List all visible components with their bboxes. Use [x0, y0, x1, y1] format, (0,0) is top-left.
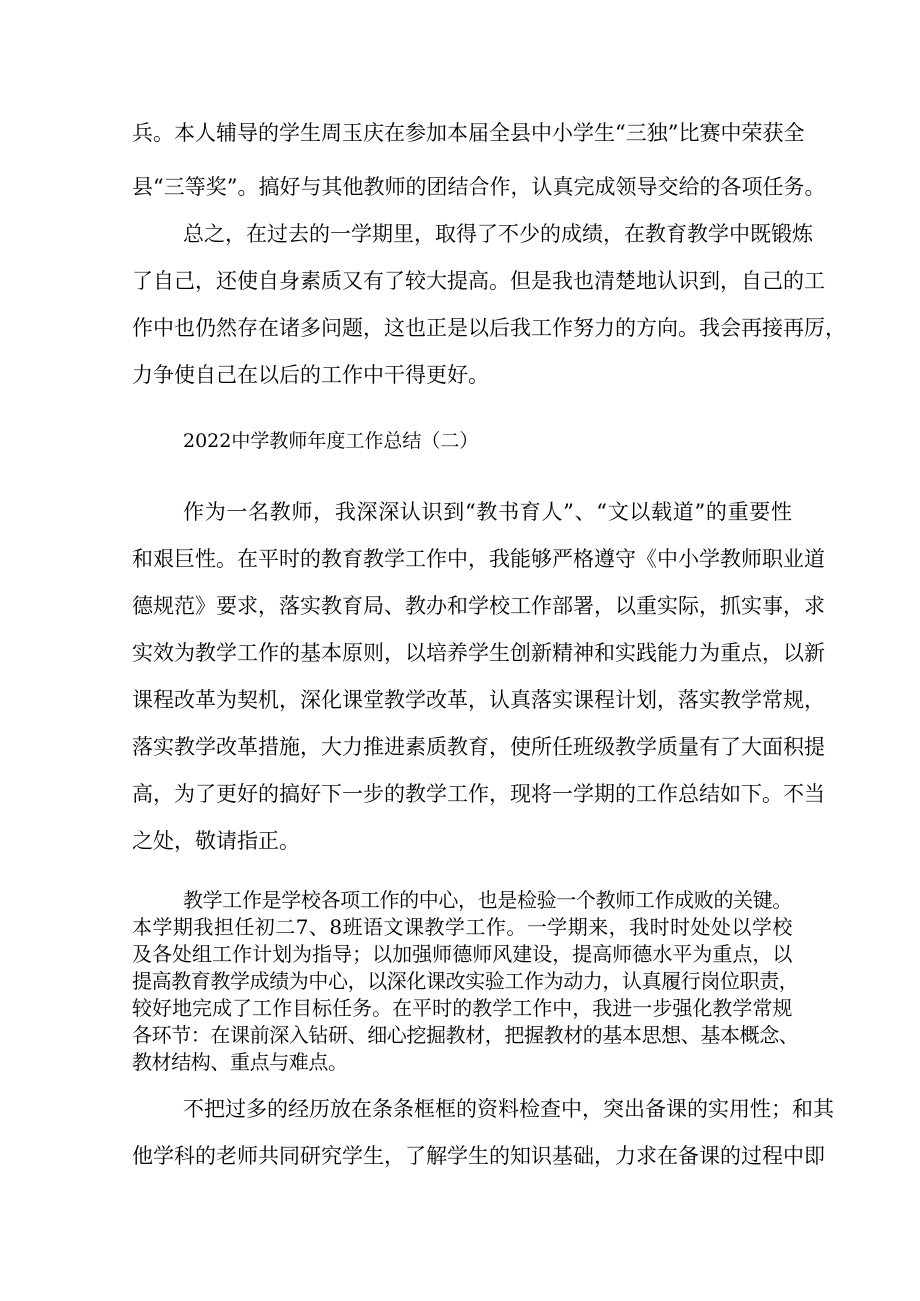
text-line: 教材结构、重点与难点。: [132, 1050, 348, 1074]
text-line: 县“三等奖”。搞好与其他教师的团结合作，认真完成领导交给的各项任务。: [132, 175, 826, 199]
text-line: 各环节：在课前深入钻研、细心挖掘教材，把握教材的基本思想、基本概念、: [132, 1023, 799, 1047]
text-line: 和艰巨性。在平时的教育教学工作中，我能够严格遵守《中小学教师职业道: [132, 547, 825, 571]
text-line: 课程改革为契机，深化课堂教学改革，认真落实课程计划，落实教学常规，: [132, 688, 825, 712]
text-line: 不把过多的经历放在条条框框的资料检查中，突出备课的实用性；和其: [183, 1097, 834, 1121]
text-line: 落实教学改革措施，大力推进素质教育，使所任班级教学质量有了大面积提: [132, 735, 825, 759]
text-line: 他学科的老师共同研究学生，了解学生的知识基础，力求在备课的过程中即: [132, 1144, 825, 1168]
text-line: 提高教育教学成绩为中心，以深化课改实验工作为动力，认真履行岗位职责，: [132, 969, 799, 993]
text-line: 德规范》要求，落实教育局、教办和学校工作部署，以重实际，抓实事，求: [132, 594, 825, 618]
text-line: 力争使自己在以后的工作中干得更好。: [132, 363, 489, 387]
text-line: 之处，敬请指正。: [132, 829, 300, 853]
text-line: 实效为教学工作的基本原则，以培养学生创新精神和实践能力为重点，以新: [132, 641, 825, 665]
text-line: 作中也仍然存在诸多问题，这也正是以后我工作努力的方向。我会再接再厉，: [132, 316, 846, 340]
text-line: 本学期我担任初二7、8班语文课教学工作。一学期来，我时时处处以学校: [132, 915, 792, 939]
text-line: 作为一名教师，我深深认识到“教书育人”、“文以载道”的重要性: [183, 500, 792, 524]
text-line: 教学工作是学校各项工作的中心，也是检验一个教师工作成败的关键。: [183, 888, 792, 912]
text-line: 总之，在过去的一学期里，取得了不少的成绩，在教育教学中既锻炼: [183, 222, 813, 246]
text-line: 较好地完成了工作目标任务。在平时的教学工作中，我进一步强化教学常规: [132, 996, 792, 1020]
text-line: 及各处组工作计划为指导；以加强师德师风建设，提高师德水平为重点，以: [132, 942, 792, 966]
section-title: 2022中学教师年度工作总结（二）: [183, 430, 479, 452]
text-line: 了自己，还使自身素质又有了较大提高。但是我也清楚地认识到，自己的工: [132, 269, 825, 293]
text-line: 高，为了更好的搞好下一步的教学工作，现将一学期的工作总结如下。不当: [132, 782, 825, 806]
text-line: 兵。本人辅导的学生周玉庆在参加本届全县中小学生“三独”比赛中荣获全: [132, 121, 805, 145]
